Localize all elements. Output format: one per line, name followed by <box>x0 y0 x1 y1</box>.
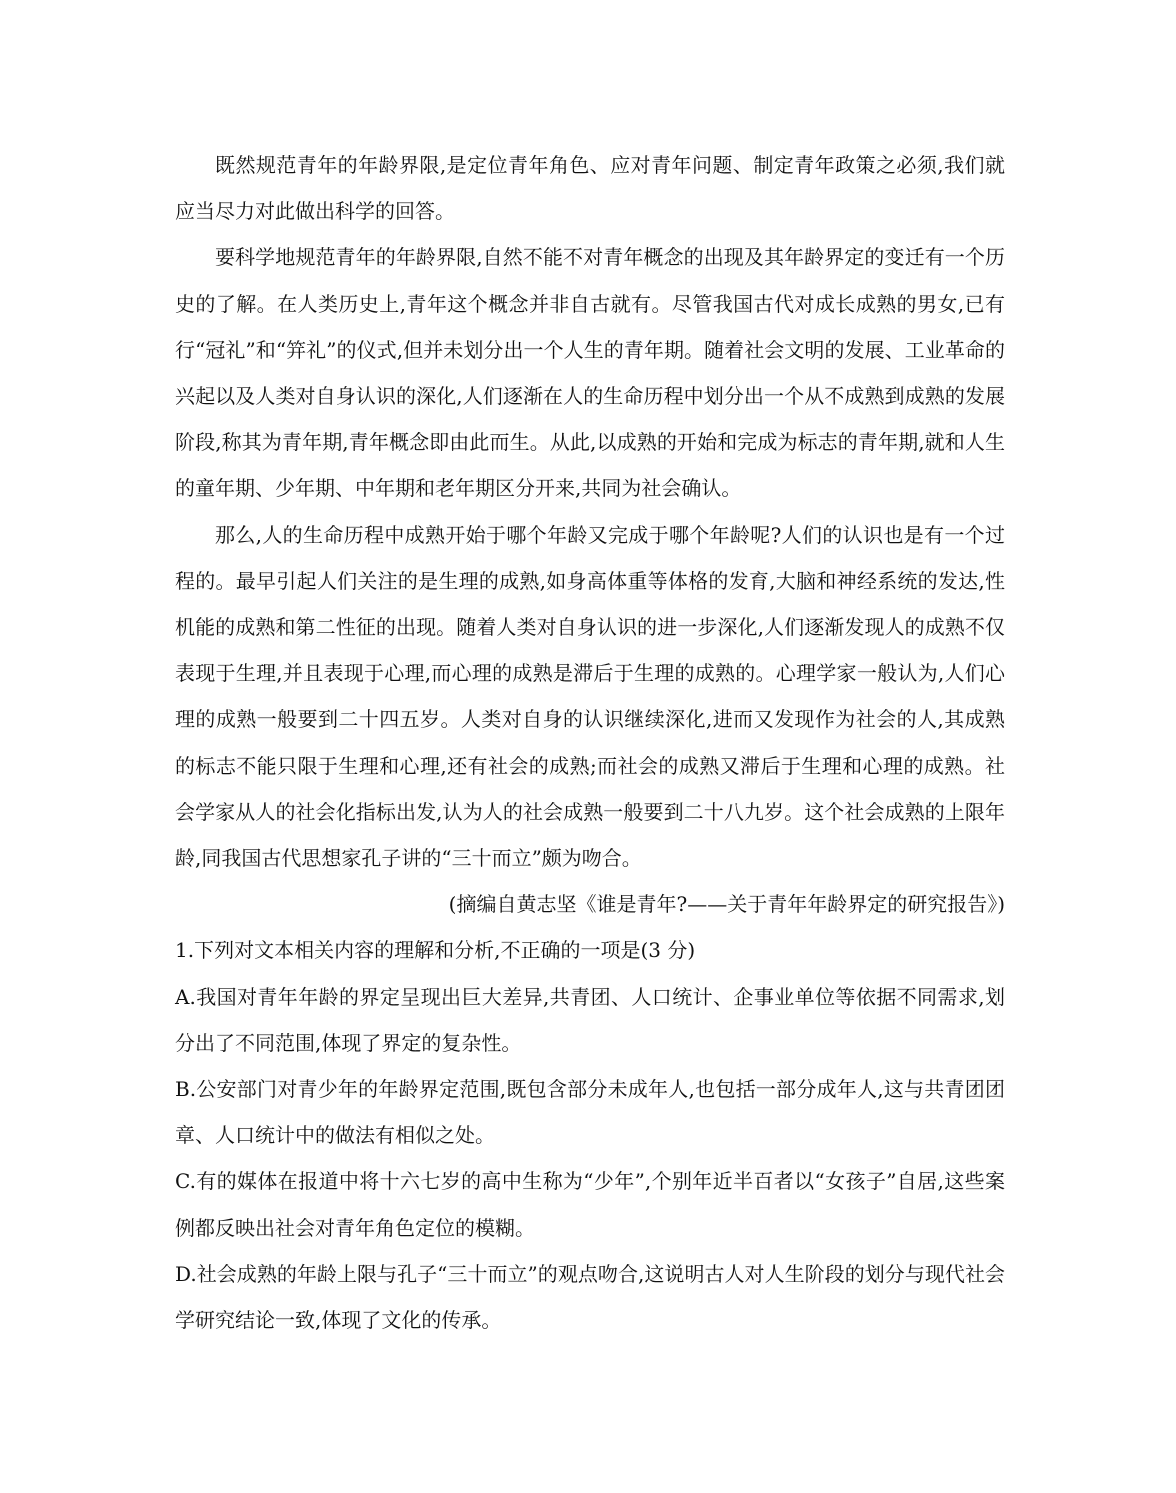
paragraph-2: 要科学地规范青年的年龄界限,自然不能不对青年概念的出现及其年龄界定的变迁有一个历史的了解。在人类历史上,青年这个概念并非自古就有。尽管我国古代对成长成熟的男女,已有行“冠礼”和“笄礼”的仪式,但并未划分出一个人生的青年期。随着社会文明的发展、工业革命的兴起以及人类对自身认识的深化,人们逐渐在人的生命历程中划分出一个从不成熟到成熟的发展阶段,称其为青年期,青年概念即由此而生。从此,以成熟的开始和完成为标志的青年期,就和人生的童年期、少年期、中年期和老年期区分开来,共同为社会确认。 <box>175 245 1005 501</box>
option-d: D.社会成熟的年龄上限与孔子“三十而立”的观点吻合,这说明古人对人生阶段的划分与现代社会学研究结论一致,体现了文化的传承。 <box>175 1261 1005 1333</box>
paragraph-3: 那么,人的生命历程中成熟开始于哪个年龄又完成于哪个年龄呢?人们的认识也是有一个过程的。最早引起人们关注的是生理的成熟,如身高体重等体格的发育,大脑和神经系统的发达,性机能的成熟和第二性征的出现。随着人类对自身认识的进一步深化,人们逐渐发现人的成熟不仅表现于生理,并且表现于心理,而心理的成熟是滞后于生理的成熟的。心理学家一般认为,人们心理的成熟一般要到二十四五岁。人类对自身的认识继续深化,进而又发现作为社会的人,其成熟的标志不能只限于生理和心理,还有社会的成熟;而社会的成熟又滞后于生理和心理的成熟。社会学家从人的社会化指标出发,认为人的社会成熟一般要到二十八九岁。这个社会成熟的上限年龄,同我国古代思想家孔子讲的“三十而立”颇为吻合。 <box>175 522 1005 871</box>
paragraph-1: 既然规范青年的年龄界限,是定位青年角色、应对青年问题、制定青年政策之必须,我们就应当尽力对此做出科学的回答。 <box>175 153 1005 224</box>
option-c: C.有的媒体在报道中将十六七岁的高中生称为“少年”,个别年近半百者以“女孩子”自居,这些案例都反映出社会对青年角色定位的模糊。 <box>175 1169 1005 1240</box>
option-b: B.公安部门对青少年的年龄界定范围,既包含部分未成年人,也包括一部分成年人,这与共青团团章、人口统计中的做法有相似之处。 <box>175 1077 1005 1148</box>
document-page <box>175 142 1005 1343</box>
question-stem: 1.下列对文本相关内容的理解和分析,不正确的一项是(3 分) <box>175 938 696 963</box>
option-a: A.我国对青年年龄的界定呈现出巨大差异,共青团、人口统计、企事业单位等依据不同需求,划分出了不同范围,体现了界定的复杂性。 <box>175 984 1005 1055</box>
source-citation: (摘编自黄志坚《谁是青年?——关于青年年龄界定的研究报告》) <box>448 892 1005 917</box>
